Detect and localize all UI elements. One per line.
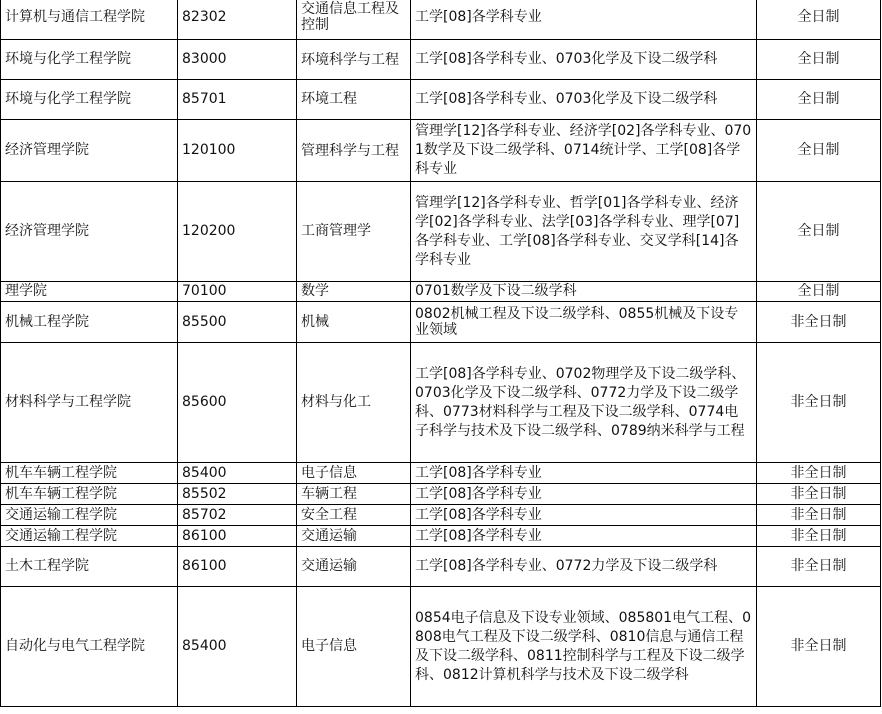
table-row xyxy=(1,343,881,463)
code-cell: 120200 xyxy=(178,182,297,282)
requirement-cell: 工学[08]各学科专业、0703化学及下设二级学科 xyxy=(411,80,757,120)
table-row xyxy=(1,526,881,547)
college-cell: 环境与化学工程学院 xyxy=(1,40,178,80)
major-cell: 工商管理学 xyxy=(297,182,411,282)
requirement-cell: 工学[08]各学科专业 xyxy=(411,0,757,40)
college-cell: 经济管理学院 xyxy=(1,120,178,182)
requirement-cell: 管理学[12]各学科专业、哲学[01]各学科专业、经济学[02]各学科专业、法学[03]各学科专业、理学[07]各学科专业、工学[08]各学科专业、交叉学科[14]各学科专业 xyxy=(411,182,757,282)
major-cell: 车辆工程 xyxy=(297,484,411,505)
college-cell: 土木工程学院 xyxy=(1,547,178,587)
college-cell: 自动化与电气工程学院 xyxy=(1,587,178,707)
college-cell: 交通运输工程学院 xyxy=(1,505,178,526)
college-cell: 机车车辆工程学院 xyxy=(1,484,178,505)
mode-cell: 非全日制 xyxy=(757,547,881,587)
mode-cell: 非全日制 xyxy=(757,484,881,505)
table-row xyxy=(1,120,881,182)
table-row xyxy=(1,80,881,120)
mode-cell: 全日制 xyxy=(757,120,881,182)
requirement-cell: 工学[08]各学科专业、0703化学及下设二级学科 xyxy=(411,40,757,80)
college-cell: 机械工程学院 xyxy=(1,302,178,343)
major-cell: 电子信息 xyxy=(297,463,411,484)
college-cell: 材料科学与工程学院 xyxy=(1,343,178,463)
requirement-cell: 0802机械工程及下设二级学科、0855机械及下设专业领域 xyxy=(411,302,757,343)
college-cell: 计算机与通信工程学院 xyxy=(1,0,178,40)
code-cell: 85502 xyxy=(178,484,297,505)
major-cell: 交通运输 xyxy=(297,526,411,547)
mode-cell: 全日制 xyxy=(757,80,881,120)
requirement-cell: 0701数学及下设二级学科 xyxy=(411,282,757,302)
requirement-cell: 管理学[12]各学科专业、经济学[02]各学科专业、0701数学及下设二级学科、0714统计学、工学[08]各学科专业 xyxy=(411,120,757,182)
mode-cell: 全日制 xyxy=(757,182,881,282)
mode-cell: 全日制 xyxy=(757,282,881,302)
mode-cell: 非全日制 xyxy=(757,587,881,707)
requirement-cell: 工学[08]各学科专业、0772力学及下设二级学科 xyxy=(411,547,757,587)
code-cell: 85400 xyxy=(178,587,297,707)
requirement-cell: 工学[08]各学科专业 xyxy=(411,526,757,547)
table-row xyxy=(1,182,881,282)
major-cell: 环境科学与工程 xyxy=(297,40,411,80)
college-cell: 环境与化学工程学院 xyxy=(1,80,178,120)
code-cell: 70100 xyxy=(178,282,297,302)
major-cell: 机械 xyxy=(297,302,411,343)
code-cell: 85400 xyxy=(178,463,297,484)
table-row xyxy=(1,282,881,302)
requirement-cell: 0854电子信息及下设专业领域、085801电气工程、0808电气工程及下设二级学科、0810信息与通信工程及下设二级学科、0811控制科学与工程及下设二级学科、0812计算机科学与技术及下设二级学科 xyxy=(411,587,757,707)
code-cell: 83000 xyxy=(178,40,297,80)
code-cell: 85702 xyxy=(178,505,297,526)
table-row xyxy=(1,547,881,587)
major-cell: 交通运输 xyxy=(297,547,411,587)
table-row xyxy=(1,587,881,707)
mode-cell: 非全日制 xyxy=(757,463,881,484)
mode-cell: 非全日制 xyxy=(757,343,881,463)
mode-cell: 非全日制 xyxy=(757,505,881,526)
mode-cell: 非全日制 xyxy=(757,526,881,547)
code-cell: 120100 xyxy=(178,120,297,182)
code-cell: 85600 xyxy=(178,343,297,463)
code-cell: 85701 xyxy=(178,80,297,120)
college-cell: 理学院 xyxy=(1,282,178,302)
code-cell: 85500 xyxy=(178,302,297,343)
table-row xyxy=(1,463,881,484)
major-cell: 数学 xyxy=(297,282,411,302)
code-cell: 86100 xyxy=(178,547,297,587)
mode-cell: 非全日制 xyxy=(757,302,881,343)
major-cell: 交通信息工程及控制 xyxy=(297,0,411,40)
college-cell: 机车车辆工程学院 xyxy=(1,463,178,484)
table-row xyxy=(1,40,881,80)
major-cell: 材料与化工 xyxy=(297,343,411,463)
requirement-cell: 工学[08]各学科专业 xyxy=(411,484,757,505)
table-row xyxy=(1,302,881,343)
major-cell: 电子信息 xyxy=(297,587,411,707)
requirement-cell: 工学[08]各学科专业 xyxy=(411,505,757,526)
college-cell: 经济管理学院 xyxy=(1,182,178,282)
table-row xyxy=(1,0,881,40)
major-cell: 管理科学与工程 xyxy=(297,120,411,182)
mode-cell: 全日制 xyxy=(757,40,881,80)
table-row xyxy=(1,484,881,505)
table-row xyxy=(1,505,881,526)
code-cell: 82302 xyxy=(178,0,297,40)
code-cell: 86100 xyxy=(178,526,297,547)
major-cell: 环境工程 xyxy=(297,80,411,120)
college-cell: 交通运输工程学院 xyxy=(1,526,178,547)
major-cell: 安全工程 xyxy=(297,505,411,526)
requirement-cell: 工学[08]各学科专业、0702物理学及下设二级学科、0703化学及下设二级学科、0772力学及下设二级学科、0773材料科学与工程及下设二级学科、0774电子科学与技术及下设二级学科、0789纳米科学与工程 xyxy=(411,343,757,463)
mode-cell: 全日制 xyxy=(757,0,881,40)
requirement-cell: 工学[08]各学科专业 xyxy=(411,463,757,484)
